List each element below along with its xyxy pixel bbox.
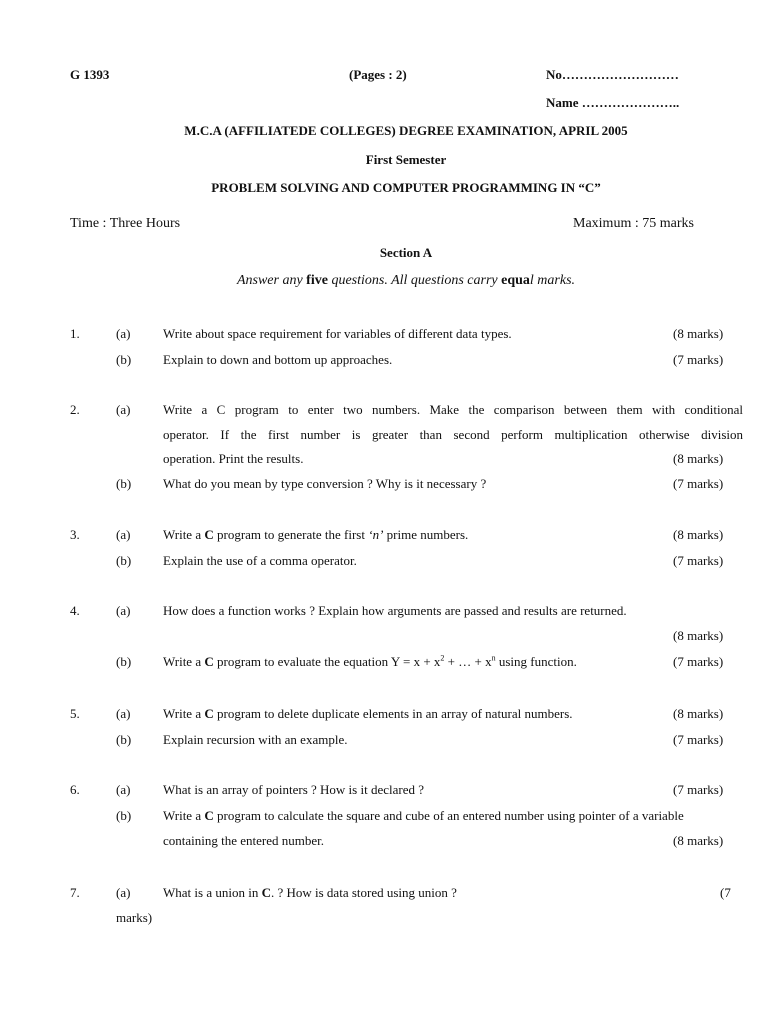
question-text-line-1 [163, 808, 684, 824]
question-number: 4. [70, 603, 80, 618]
exam-title: M.C.A (AFFILIATEDE COLLEGES) DEGREE EXAMINATION, APRIL 2005 [184, 123, 628, 138]
instruction-line [0, 273, 768, 289]
instruction-bold-equal: equa [501, 273, 530, 288]
question-text: Explain recursion with an example. [163, 732, 348, 747]
question-number: 5. [70, 706, 80, 721]
text-segment: . ? How is data stored using union ? [270, 885, 457, 900]
question-text-line-2: operator. If the first number is greater than second perform multiplication otherwise division [163, 427, 743, 442]
subject-title: PROBLEM SOLVING AND COMPUTER PROGRAMMING IN “C” [211, 180, 601, 195]
marks-label: (8 marks) [673, 527, 724, 542]
question-text: How does a function works ? Explain how arguments are passed and results are returned. [163, 603, 627, 618]
question-number: 7. [70, 885, 80, 900]
question-text-line-3: operation. Print the results. [163, 451, 304, 466]
text-segment: program to calculate the square and cube of an entered number using pointer of a variable [213, 808, 684, 823]
marks-label: (7 marks) [673, 553, 724, 568]
marks-label: (8 marks) [673, 706, 724, 721]
text-segment: What is a union in [163, 885, 262, 900]
question-text [163, 654, 577, 670]
question-number: 1. [70, 326, 80, 341]
question-text: What do you mean by type conversion ? Why is it necessary ? [163, 476, 487, 491]
question-text [163, 885, 457, 901]
text-segment: program to evaluate the equation Y = x + x [213, 654, 441, 669]
instruction-text-1: Answer any [236, 273, 307, 288]
italic-n: ‘n’ [368, 527, 384, 542]
marks-label: (7 marks) [673, 654, 724, 669]
bold-c: C [204, 706, 214, 721]
instruction-text-3: l marks. [529, 273, 576, 288]
section-heading: Section A [379, 245, 433, 260]
question-text-line-2: containing the entered number. [163, 833, 325, 848]
question-text-line-1: Write a C program to enter two numbers. Make the comparison between them with conditional [163, 402, 743, 417]
question-text [163, 527, 468, 543]
marks-label: (8 marks) [673, 326, 724, 341]
text-segment: program to generate the first [213, 527, 369, 542]
part-label: (b) [116, 732, 132, 747]
part-label: (b) [116, 352, 132, 367]
text-segment: prime numbers. [383, 527, 469, 542]
marks-label: (7 marks) [673, 782, 724, 797]
superscript: 2 [440, 653, 445, 663]
instruction-bold-five: five [306, 273, 328, 288]
marks-label: (8 marks) [673, 833, 724, 848]
marks-label: (7 marks) [673, 476, 724, 491]
question-number: 3. [70, 527, 80, 542]
part-label: (a) [116, 885, 131, 900]
maximum-marks: Maximum : 75 marks [573, 216, 694, 231]
text-segment: program to delete duplicate elements in an array of natural numbers. [213, 706, 573, 721]
question-text: Write about space requirement for variables of different data types. [163, 326, 512, 341]
register-number-field: No……………………… [546, 67, 679, 82]
bold-c: C [204, 654, 214, 669]
superscript: n [491, 653, 496, 663]
page-count: (Pages : 2) [349, 67, 407, 82]
text-segment: + … + x [444, 654, 492, 669]
text-segment: Write a [163, 654, 205, 669]
part-label: (a) [116, 402, 131, 417]
part-label: (a) [116, 706, 131, 721]
part-label: (a) [116, 326, 131, 341]
instruction-text-2: questions. All questions carry [327, 273, 502, 288]
question-text: What is an array of pointers ? How is it declared ? [163, 782, 424, 797]
semester-title: First Semester [365, 152, 447, 167]
part-label: (a) [116, 782, 131, 797]
text-segment: Write a [163, 808, 205, 823]
question-number: 2. [70, 402, 80, 417]
marks-label-start: (7 [720, 885, 731, 900]
marks-label: (7 marks) [673, 732, 724, 747]
marks-label: (8 marks) [673, 628, 724, 643]
part-label: (b) [116, 476, 132, 491]
question-text: Explain to down and bottom up approaches. [163, 352, 393, 367]
part-label: (b) [116, 654, 132, 669]
name-field: Name ………………….. [546, 95, 680, 110]
time-duration: Time : Three Hours [70, 216, 181, 231]
question-text [163, 706, 573, 722]
marks-label: (8 marks) [673, 451, 724, 466]
text-segment: using function. [495, 654, 577, 669]
bold-c: C [261, 885, 271, 900]
paper-code: G 1393 [70, 67, 110, 82]
bold-c: C [204, 527, 214, 542]
question-text: Explain the use of a comma operator. [163, 553, 357, 568]
text-segment: Write a [163, 527, 205, 542]
bold-c: C [204, 808, 214, 823]
part-label: (a) [116, 527, 131, 542]
part-label: (a) [116, 603, 131, 618]
marks-label: (7 marks) [673, 352, 724, 367]
marks-label-end: marks) [116, 910, 153, 925]
question-number: 6. [70, 782, 80, 797]
text-segment: Write a [163, 706, 205, 721]
part-label: (b) [116, 553, 132, 568]
part-label: (b) [116, 808, 132, 823]
